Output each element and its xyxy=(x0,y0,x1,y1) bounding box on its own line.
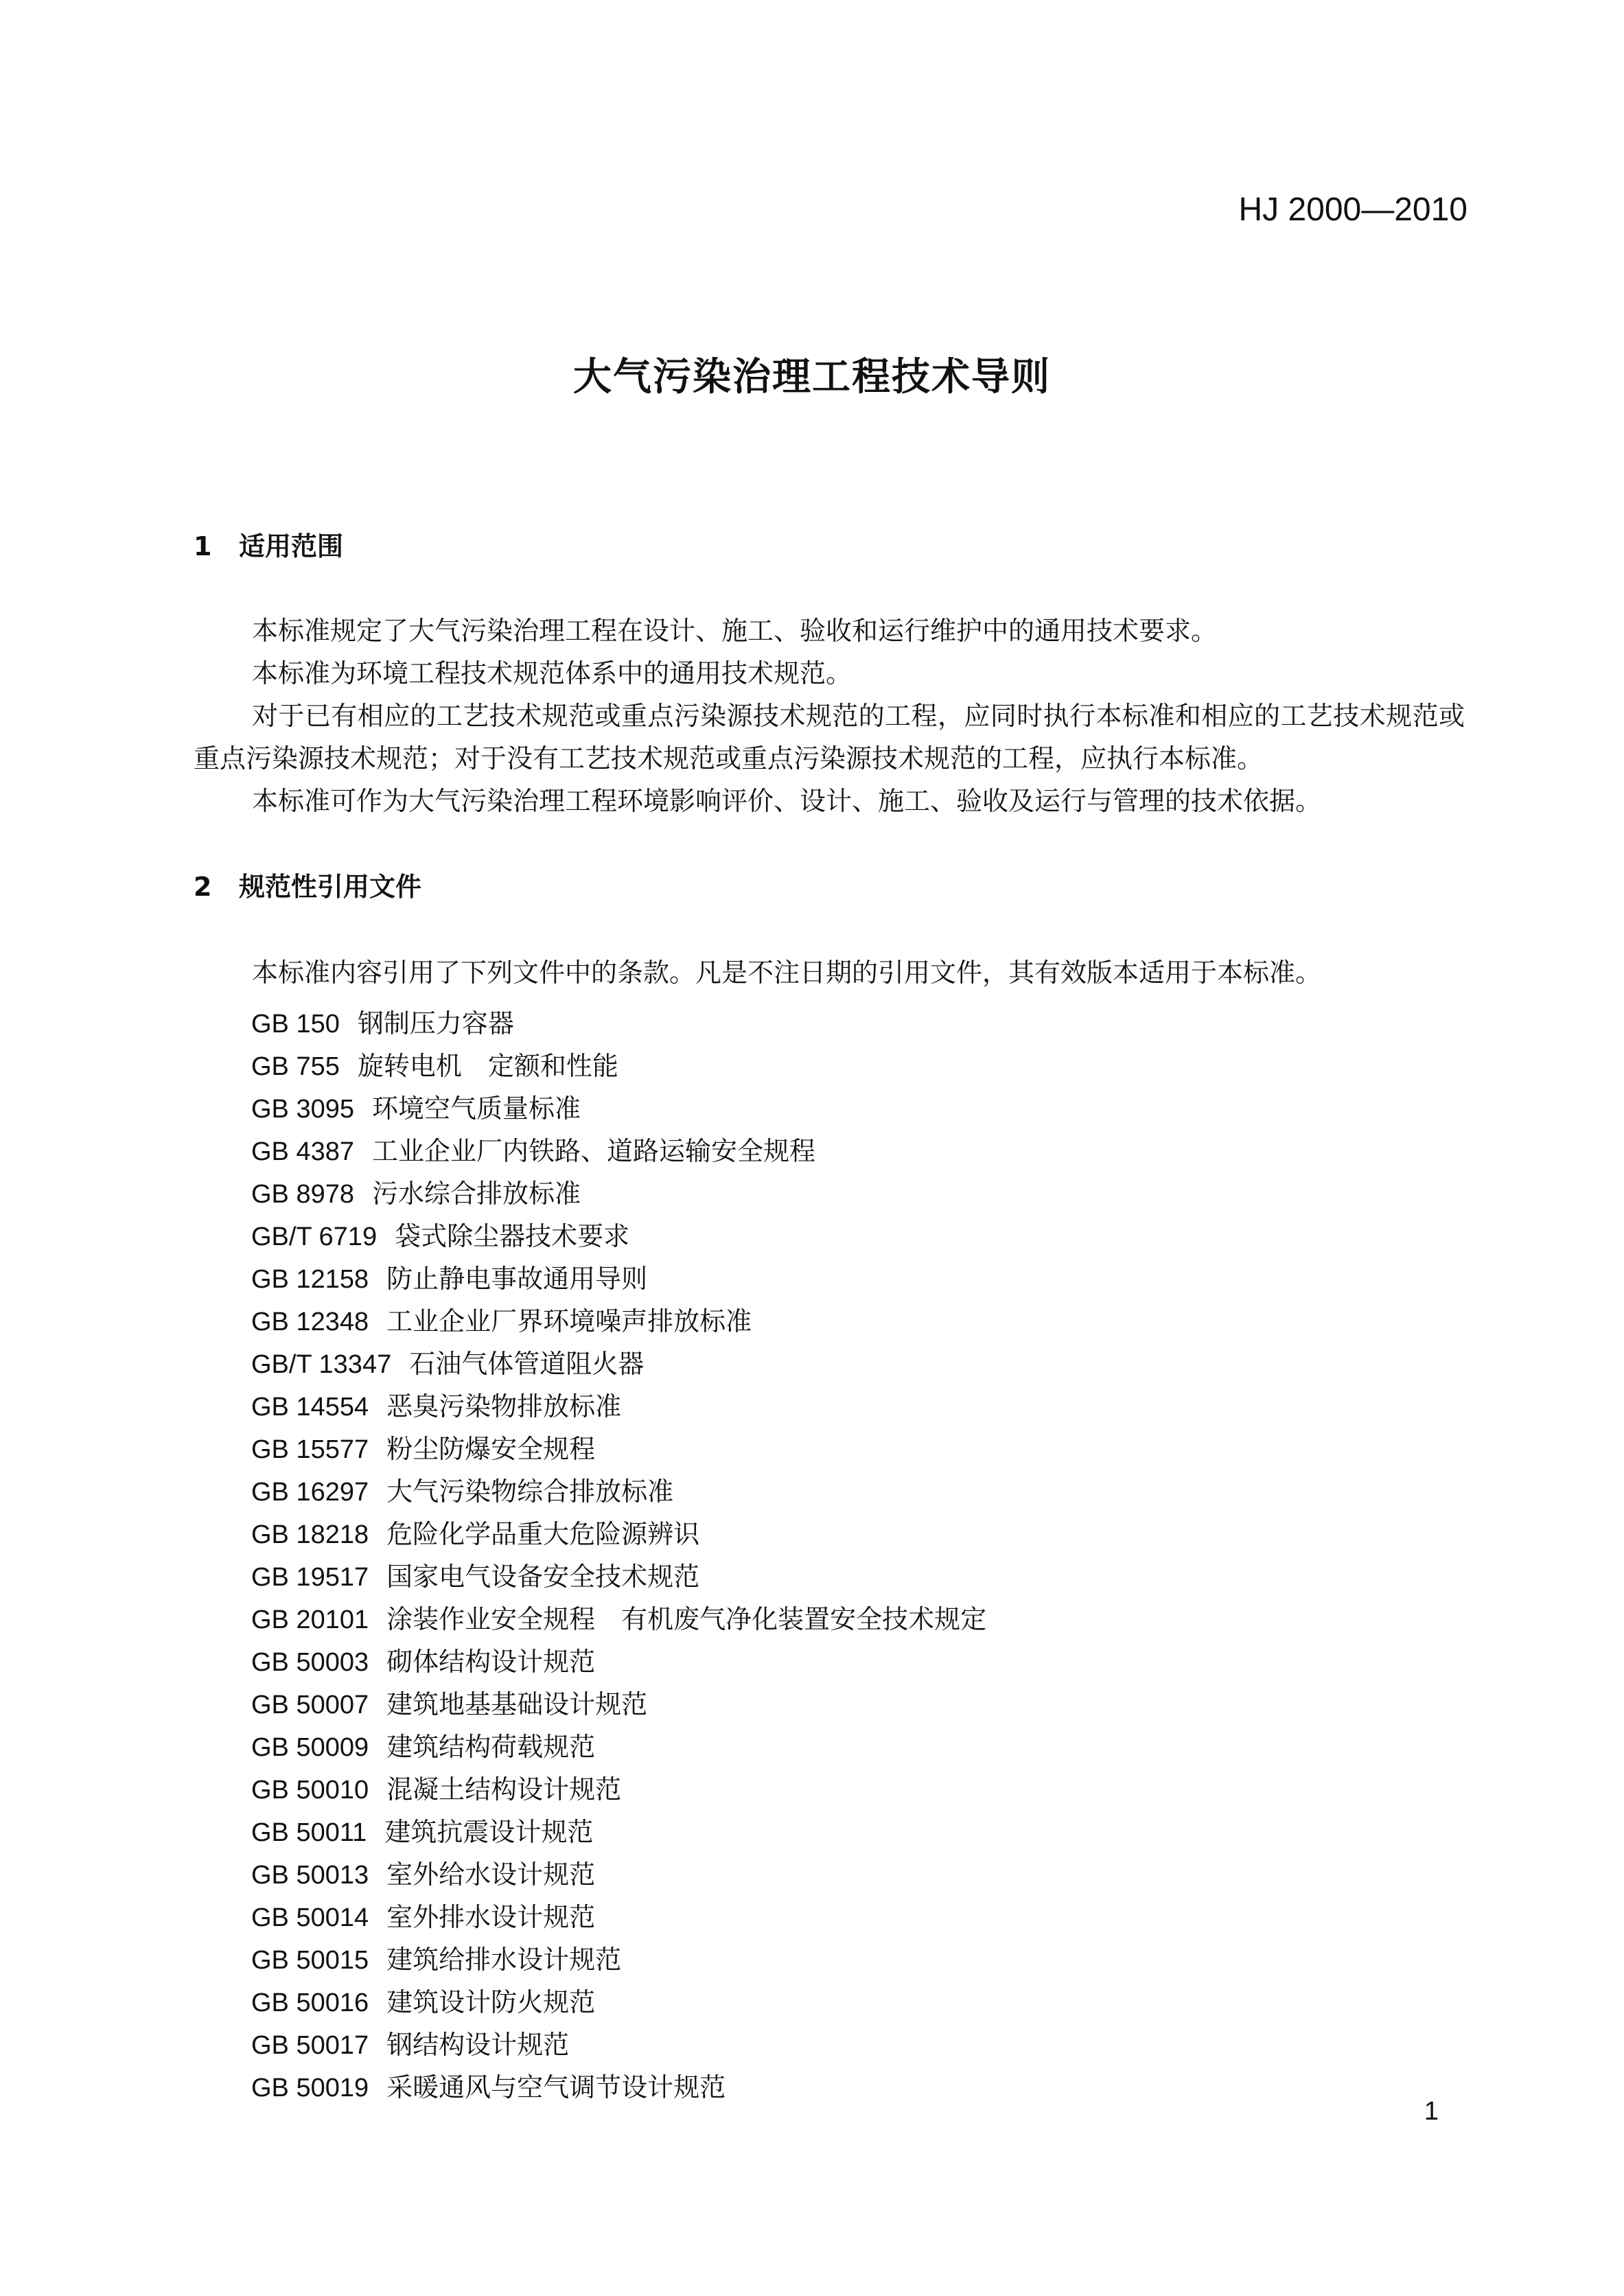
reference-name: 砌体结构设计规范 xyxy=(386,1647,596,1677)
reference-item xyxy=(251,1428,986,1470)
reference-item xyxy=(251,2066,986,2109)
reference-code: GB 12348 xyxy=(251,1308,369,1336)
reference-item xyxy=(251,1002,986,1045)
reference-item xyxy=(251,1215,986,1257)
reference-item xyxy=(251,1896,986,1938)
reference-code: GB 8978 xyxy=(251,1180,354,1209)
reference-name: 室外给水设计规范 xyxy=(386,1859,596,1890)
reference-code: GB 50019 xyxy=(251,2074,369,2102)
reference-item xyxy=(251,1981,986,2024)
reference-item xyxy=(251,1343,986,1385)
reference-name: 防止静电事故通用导则 xyxy=(386,1264,648,1294)
reference-code: GB 20101 xyxy=(251,1605,369,1634)
reference-code: GB/T 6719 xyxy=(251,1222,378,1251)
section-number: 1 xyxy=(194,531,212,561)
reference-name: 混凝土结构设计规范 xyxy=(386,1774,622,1805)
reference-code: GB 18218 xyxy=(251,1520,369,1549)
reference-name: 粉尘防爆安全规程 xyxy=(386,1434,596,1464)
reference-name: 环境空气质量标准 xyxy=(372,1093,581,1124)
reference-name: 国家电气设备安全技术规范 xyxy=(386,1562,700,1592)
reference-name: 建筑设计防火规范 xyxy=(386,1987,596,2017)
reference-code: GB 50011 xyxy=(251,1818,367,1847)
reference-code: GB 14554 xyxy=(251,1393,369,1422)
paragraph: 本标准可作为大气污染治理工程环境影响评价、设计、施工、验收及运行与管理的技术依据。 xyxy=(252,786,1322,816)
reference-code: GB 50014 xyxy=(251,1903,369,1932)
reference-code: GB 16297 xyxy=(251,1478,369,1507)
reference-name: 石油气体管道阻火器 xyxy=(409,1349,645,1379)
reference-item xyxy=(251,1300,986,1343)
reference-item xyxy=(251,1385,986,1428)
reference-item xyxy=(251,1470,986,1513)
reference-name: 建筑结构荷载规范 xyxy=(386,1732,596,1762)
reference-item xyxy=(251,1598,986,1640)
section-number: 2 xyxy=(194,872,212,902)
reference-name: 建筑抗震设计规范 xyxy=(384,1817,594,1847)
section-scope-body xyxy=(194,610,1465,822)
paragraph: 本标准规定了大气污染治理工程在设计、施工、验收和运行维护中的通用技术要求。 xyxy=(252,616,1218,646)
section-heading-normative-references xyxy=(194,869,421,905)
reference-code: GB 3095 xyxy=(251,1095,354,1124)
reference-name: 室外排水设计规范 xyxy=(386,1902,596,1932)
reference-code: GB 755 xyxy=(251,1052,340,1081)
reference-item xyxy=(251,1853,986,1896)
reference-item xyxy=(251,1640,986,1683)
reference-code: GB 15577 xyxy=(251,1435,369,1464)
reference-code: GB/T 13347 xyxy=(251,1350,392,1379)
reference-item xyxy=(251,2024,986,2066)
reference-code: GB 50003 xyxy=(251,1648,369,1677)
reference-code: GB 50010 xyxy=(251,1776,369,1805)
reference-code: GB 50013 xyxy=(251,1861,369,1890)
reference-code: GB 150 xyxy=(251,1010,340,1039)
section-heading-scope xyxy=(194,529,343,564)
reference-code: GB 19517 xyxy=(251,1563,369,1592)
section-references-intro xyxy=(194,951,1465,994)
reference-item xyxy=(251,1726,986,1768)
reference-code: GB 12158 xyxy=(251,1265,369,1294)
reference-item xyxy=(251,1172,986,1215)
reference-item xyxy=(251,1555,986,1598)
paragraph: 本标准内容引用了下列文件中的条款。凡是不注日期的引用文件，其有效版本适用于本标准。 xyxy=(252,958,1322,988)
reference-name: 涂装作业安全规程 有机废气净化装置安全技术规定 xyxy=(386,1604,987,1634)
reference-item xyxy=(251,1130,986,1172)
document-title: 大气污染治理工程技术导则 xyxy=(573,355,1051,399)
paragraph: 本标准为环境工程技术规范体系中的通用技术规范。 xyxy=(252,658,852,688)
reference-item xyxy=(251,1257,986,1300)
reference-item xyxy=(251,1045,986,1087)
reference-code: GB 50007 xyxy=(251,1691,369,1719)
reference-code: GB 4387 xyxy=(251,1137,354,1166)
reference-code: GB 50015 xyxy=(251,1946,369,1975)
reference-item xyxy=(251,1087,986,1130)
reference-code: GB 50017 xyxy=(251,2031,369,2060)
reference-name: 旋转电机 定额和性能 xyxy=(357,1051,618,1081)
reference-code: GB 50009 xyxy=(251,1733,369,1762)
reference-code: GB 50016 xyxy=(251,1988,369,2017)
reference-name: 钢制压力容器 xyxy=(357,1008,514,1039)
standard-code: HJ 2000—2010 xyxy=(1238,192,1468,228)
reference-item xyxy=(251,1938,986,1981)
reference-name: 建筑地基基础设计规范 xyxy=(386,1689,648,1719)
reference-name: 建筑给排水设计规范 xyxy=(386,1945,622,1975)
reference-name: 袋式除尘器技术要求 xyxy=(395,1221,630,1251)
reference-name: 工业企业厂内铁路、道路运输安全规程 xyxy=(372,1136,816,1166)
reference-list xyxy=(251,1002,986,2109)
reference-name: 污水综合排放标准 xyxy=(372,1179,581,1209)
section-title: 规范性引用文件 xyxy=(239,872,422,902)
section-title: 适用范围 xyxy=(239,531,344,561)
reference-name: 大气污染物综合排放标准 xyxy=(386,1476,674,1507)
reference-item xyxy=(251,1513,986,1555)
reference-item xyxy=(251,1683,986,1726)
page-number: 1 xyxy=(1424,2097,1439,2126)
reference-name: 采暖通风与空气调节设计规范 xyxy=(386,2072,726,2102)
reference-name: 钢结构设计规范 xyxy=(386,2030,570,2060)
reference-item xyxy=(251,1768,986,1811)
reference-name: 危险化学品重大危险源辨识 xyxy=(386,1519,700,1549)
reference-item xyxy=(251,1811,986,1853)
paragraph: 对于已有相应的工艺技术规范或重点污染源技术规范的工程，应同时执行本标准和相应的工艺技术规范或重点污染源技术规范；对于没有工艺技术规范或重点污染源技术规范的工程，应执行本标准。 xyxy=(194,701,1465,774)
reference-name: 工业企业厂界环境噪声排放标准 xyxy=(386,1306,752,1336)
reference-name: 恶臭污染物排放标准 xyxy=(386,1391,622,1422)
